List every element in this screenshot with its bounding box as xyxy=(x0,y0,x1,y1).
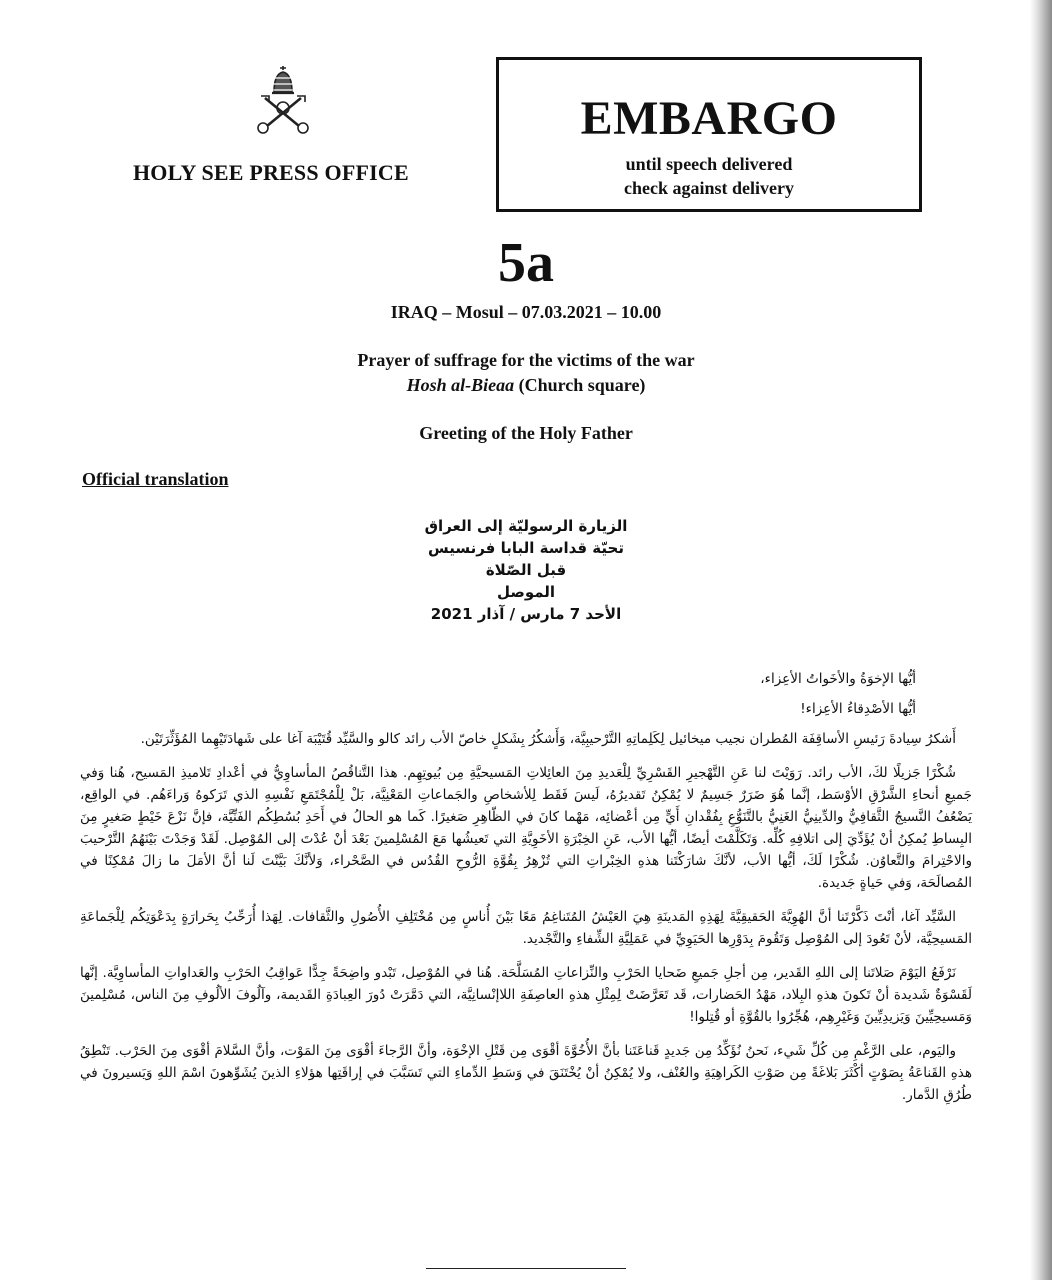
document-number: 5a xyxy=(498,232,554,294)
embargo-line-2: check against delivery xyxy=(624,178,794,198)
arabic-heading-line: الأحد 7 مارس / آذار 2021 xyxy=(430,605,622,623)
greeting-line: أيُّها الإخوَةُ والأخَواتُ الأعِزاء، xyxy=(760,671,916,687)
papal-keys-emblem-icon xyxy=(255,62,311,136)
event-place-rest: (Church square) xyxy=(514,375,646,395)
greeting-heading: Greeting of the Holy Father xyxy=(419,423,633,443)
event-place xyxy=(0,373,1052,397)
body-paragraph: أَشكرُ سِيادةَ رَئيسِ الأساقِفَة المُطران نجيب ميخائيل لِكَلِماتِهِ التَّرْحيبِيَّة، وَأَشكُرُ بِشَكلٍ خاصّ الأب رائد كالو والسَّيِّد قُتَيْبَة آغا على شَهادَتَيْهِما المُؤَثِّرَتَيْن. xyxy=(140,731,956,747)
embargo-box xyxy=(496,57,922,212)
arabic-body xyxy=(80,668,972,1118)
arabic-heading-line: الزيارة الرسوليّة إلى العراق xyxy=(424,517,628,535)
official-translation-label: Official translation xyxy=(82,469,229,489)
body-paragraph: واليَوم، على الرَّغْمِ مِن كُلِّ شَيء، نَحنُ نُؤَكِّدُ مِن جَديدٍ قَناعَتَنا بأنَّ الأُخُوَّةَ أقْوَى مِن قَتْلِ الإخْوَة، وأنَّ الرَّجاءَ أقْوَى مِنَ المَوْت، وأنَّ السَّلامَ أقْوَى مِنَ الحَرْب. تَنْطِقُ هذهِ القَناعَةُ بِصَوْتٍ أكْثَرَ بَلاغَةً مِن صَوْتِ الكَراهِيَةِ والعُنْف، ولا يُمْكِنُ أنْ يُخْتَنَقَ في وَسَطِ الدِّماءِ التي تَسَبَّبَ في إراقَتِها هؤلاءِ الذينَ يُشَوِّهونَ اسْمَ اللهِ وَيَسيرونَ في طُرُقِ الدَّمار. xyxy=(80,1043,972,1103)
location-date-line: IRAQ – Mosul – 07.03.2021 – 10.00 xyxy=(390,302,662,322)
body-paragraph: شُكْرًا جَزيلًا لكَ، الأب رائد. رَوَيْتَ لنا عَنِ التَّهْجيرِ القَسْرِيِّ لِلْعَديدِ مِنَ العائِلاتِ المَسيحيَّةِ مِن بُيوتِهِم. هذا التَّناقُصُ المأساوِيُّ في أعْدادِ تَلاميذِ المَسيح، هُنا وَفي جَميعِ أنحاءِ الشَّرْقِ الأوْسَط، إنَّما هُوَ ضَرَرٌ جَسِيمٌ لا يُمْكِنُ تَقديرُهُ، لَيسَ فَقَط لِلأشخاصِ والجَماعاتِ المَعْنِيَّة، بَلْ لِلْمُجْتَمَعِ نَفْسِهِ الذي تَرَكوهُ وَراءَهُم. في الواقِع، يَضْعُفُ النَّسيجُ الثَّقافِيُّ والدِّينِيُّ الغَنِيُّ بالتَّنَوُّعِ بِفُقْدانِ أَيٍّ مِن أعْضائِه، مَهْما كانَ في الظّاهِرِ صَغيرًا. كَما هو الحالُ في أَحَدِ بُسُطِكُم الفَنِّيَّة، فإنَّ نَزْعَ خَيْطٍ صَغيرٍ مِنَ البِساطِ يُمكِنُ أنْ يُؤَدِّيَ إلى اتلافِهِ كُلِّه. وَتَكَلَّمْتَ أيضًا، أيُّها الأب، عَنِ الخِبْرَةِ الأخَوِيَّةِ التي تَعيشُها مَعَ المُسْلِمينَ بَعْدَ أنْ عُدْتَ إلى المُوْصِل. لَقَدْ وَجَدْتَ بَيْنَهُمُ التَّرْحيبَ والاحْتِرامَ والتَّعاوُن. شُكْرًا لَكَ، أيُّها الأب، لأنَّكَ شارَكْتَنا هذهِ الخِبْراتِ التي تُزْهِرُ بِقُوَّةِ الرُّوحِ القُدُس في الصَّحْراء، وَلأنَّكَ بَيَّنْتَ لَنا أنَّ الأمَلَ ما زالَ مُمْكِنًا في المُصالَحَة، وَفي حَياةٍ جَديدة. xyxy=(80,765,972,891)
event-place-italic: Hosh al-Bieaa xyxy=(406,375,515,395)
embargo-line-1: until speech delivered xyxy=(625,154,793,174)
footer-rule xyxy=(426,1268,626,1269)
embargo-title: EMBARGO xyxy=(580,92,838,145)
arabic-heading-line: قبل الصّلاة xyxy=(485,561,567,579)
body-paragraph: السَّيِّد آغا، أنْتَ ذَكَّرْتَنا أنَّ الهُوِيَّةَ الحَقيقِيَّةَ لِهَذِهِ المَدينَةِ هِيَ العَيْشُ المُتَناغِمُ مَعًا بَيْنَ أُناسٍ مِن مُخْتَلِفِ الأُصُولِ والثَّقافات. لِهَذا أُرَحِّبُ بِحَرارَةٍ بِدَعْوَتِكُم لِلْجَماعَةِ المَسيحِيَّة، لأنْ تَعُودَ إلى المُوْصِل وَتَقُومَ بِدَوْرِها الحَيَوِيِّ في عَمَلِيَّةِ الشِّفاءِ والتَّجْديد. xyxy=(80,909,972,947)
page-edge-shadow xyxy=(1030,0,1052,1280)
event-title: Prayer of suffrage for the victims of the war xyxy=(357,350,695,370)
arabic-heading xyxy=(0,515,1052,625)
greeting-line: أيُّها الأصْدِقاءُ الأعِزاء! xyxy=(800,701,916,717)
arabic-heading-line: تحيّة قداسة البابا فرنسيس xyxy=(428,539,624,557)
body-paragraph: نَرْفَعُ اليَوْمَ صَلاتَنا إلى اللهِ القَدير، مِن أجلِ جَميعِ ضَحايا الحَرْبِ والنِّزاعاتِ المُسَلَّحَة. هُنا في المُوْصِل، تَبْدو واضِحَةً جِدًّا عَواقِبُ الحَرْبِ والعَداواتِ المأساوِيَّة. إنَّها لَقَسْوَةٌ شَديدة أنْ تَكونَ هذهِ البِلاد، مَهْدُ الحَضارات، قَد تَعَرَّضَتْ لِمِثْلِ هذهِ العاصِفَةِ اللاإنْسانِيَّة، التي دَمَّرَتْ دُورَ العِبادَةِ القَديمة، وآلُوفَ الألُوفِ مِنَ الناس، مُسْلِمينَ وَمَسيحِيِّينَ وَيَزيدِيِّينَ وَغَيْرِهِم، هُجِّرُوا بالقُوَّةِ أو قُتِلوا! xyxy=(80,965,972,1025)
arabic-heading-line: الموصل xyxy=(496,583,556,601)
press-office-name: HOLY SEE PRESS OFFICE xyxy=(133,160,409,185)
